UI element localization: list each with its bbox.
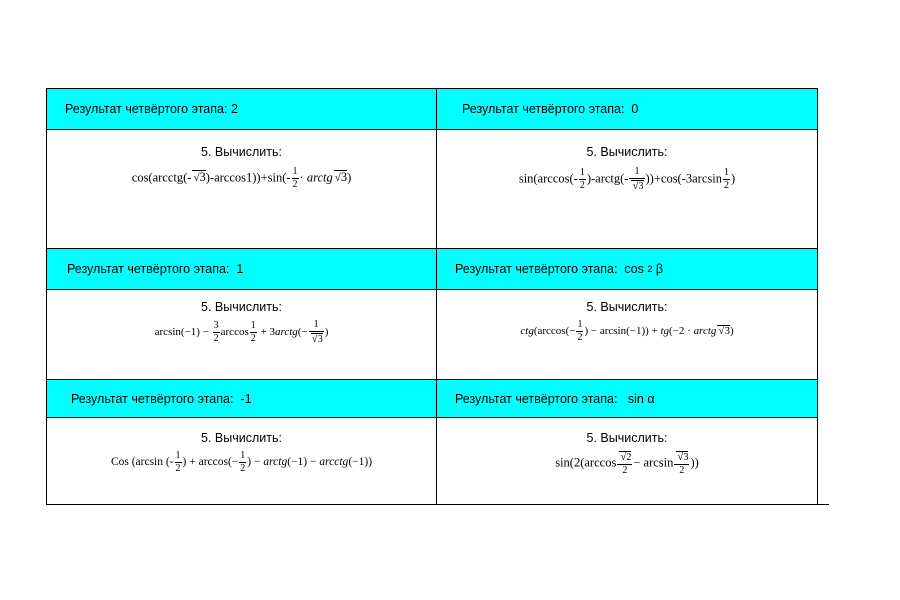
result-header-cell [47,380,436,417]
math-expression: cos(arcctg(- √3)-arccos1))+sin(- $\frac{1}{2}$ · arctg √3) [131,166,352,190]
fraction: $\frac{√3}{2}$ [674,451,689,476]
calc-label: 5. Вычислить: [586,145,668,159]
fraction: $\frac{1}{2}$ [175,450,181,474]
math-expression: Cos (arcsin (- $\frac{1}{2}$ ) + arccos(− $\frac{1}{2}$ ) − arctg(−1) − arcctg(−1)) [110,450,373,474]
fraction: $\frac{1}{2}$ [250,320,256,344]
table-border-right [817,88,818,505]
result-label: Результат четвёртого этапа: [455,391,618,406]
result-header-cell [437,89,817,129]
task-cell [437,418,817,504]
calc-label: 5. Вычислить: [586,431,668,445]
result-label: Результат четвёртого этапа: [71,391,234,406]
result-value: -1 [240,391,252,406]
result-greek: β [655,262,664,276]
fraction: $\frac{1}{2}$ [292,166,298,190]
sqrt: √3 [193,170,206,185]
task-cell [47,290,436,379]
result-header-cell [437,380,817,417]
math-expression: sin(arccos(- $\frac{1}{2}$ )-arctg(- $\frac{1}{√3}$ ))+cos(-3arcsin $\frac{1}{2}$ ) [518,166,736,192]
calc-label: 5. Вычислить: [201,431,282,445]
math-expression: arcsin(−1) − $\frac{3}{2}$ arccos $\frac{1}{2}$ + 3arctg(− $\frac{1}{√3}$ ) [154,319,329,345]
fraction: $\frac{√2}{2}$ [617,451,632,476]
result-header-cell [47,249,436,289]
result-label: Результат четвёртого этапа: [65,102,228,116]
math-expression: ctg(arccos(− $\frac{1}{2}$ ) − arcsin(−1)) + tg(−2 · arctg √3) [520,319,734,343]
result-label: Результат четвёртого этапа: [455,262,618,276]
fraction: $\frac{1}{2}$ [240,450,246,474]
task-cell [437,290,817,379]
result-label: Результат четвёртого этапа: [462,102,625,116]
task-cell [47,418,436,504]
result-header-cell [437,249,817,289]
result-greek: α [647,391,655,406]
result-value: 1 [236,262,244,276]
sqrt: √3 [334,170,348,185]
calc-label: 5. Вычислить: [586,300,668,314]
result-exponent: 2 [647,264,653,274]
result-value: 0 [631,102,639,116]
task-cell [47,130,436,248]
table-border-bottom [46,504,829,505]
result-value: 2 [230,102,238,116]
task-table [46,88,818,505]
calc-label: 5. Вычислить: [201,145,282,159]
task-cell [437,130,817,248]
fraction: $\frac{1}{2}$ [577,319,583,343]
fraction: $\frac{1}{2}$ [579,167,585,191]
result-value: sin [627,391,644,406]
fraction: $\frac{1}{√3}$ [309,320,324,345]
result-value: cos [624,262,644,276]
result-header-cell [47,89,436,129]
fraction: $\frac{1}{2}$ [723,167,729,191]
sqrt: √3 [718,325,730,338]
fraction: $\frac{3}{2}$ [213,320,219,344]
math-expression: sin(2(arccos $\frac{√2}{2}$ − arcsin $\frac{√3}{2}$ )) [555,451,699,476]
calc-label: 5. Вычислить: [201,300,282,314]
result-label: Результат четвёртого этапа: [67,262,230,276]
fraction: $\frac{1}{√3}$ [629,167,644,192]
